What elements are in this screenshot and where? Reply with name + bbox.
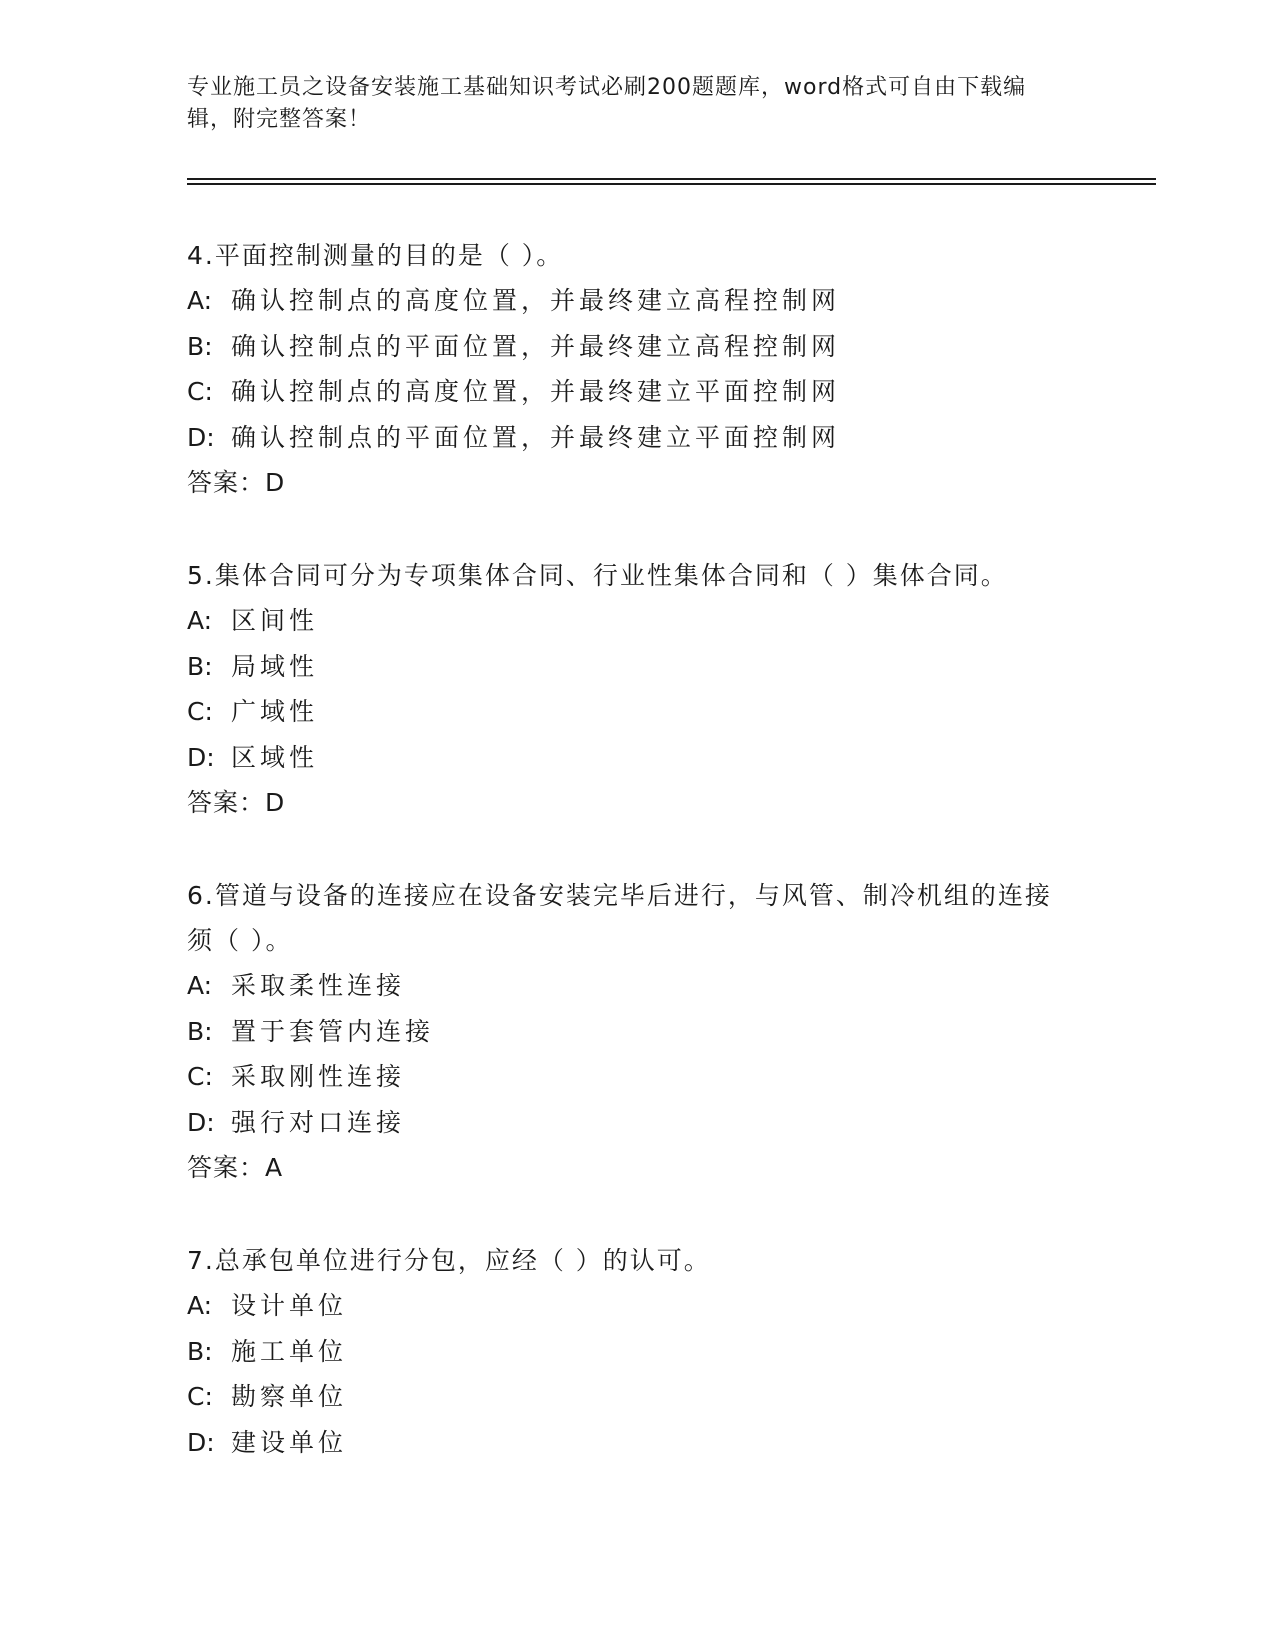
option-letter: D: xyxy=(187,742,215,772)
question-4 xyxy=(187,233,1067,505)
option-letter: B: xyxy=(187,1016,213,1046)
answer-label: 答案： xyxy=(187,1153,266,1182)
option-letter: B: xyxy=(187,651,213,681)
question-stem: 5.集体合同可分为专项集体合同、行业性集体合同和（ ）集体合同。 xyxy=(187,561,1008,590)
option-letter: D: xyxy=(187,422,215,452)
option-a xyxy=(187,963,1067,1009)
option-letter: A: xyxy=(187,606,213,635)
option-text: 确认控制点的高度位置，并最终建立高程控制网 xyxy=(231,286,841,315)
option-text: 确认控制点的高度位置，并最终建立平面控制网 xyxy=(231,377,841,406)
option-text: 建设单位 xyxy=(231,1427,348,1457)
header-rule-bottom xyxy=(187,183,1156,185)
option-text: 采取刚性连接 xyxy=(231,1062,406,1091)
option-d xyxy=(187,1420,1067,1466)
option-text: 局域性 xyxy=(231,651,319,681)
option-text: 设计单位 xyxy=(231,1291,348,1320)
answer-value: A xyxy=(265,1153,283,1182)
option-letter: B: xyxy=(187,1336,213,1366)
option-c xyxy=(187,1374,1067,1420)
question-stem: 4.平面控制测量的目的是（ ）。 xyxy=(187,241,564,270)
option-letter: C: xyxy=(187,1062,213,1091)
answer-label: 答案： xyxy=(187,788,266,817)
option-letter: A: xyxy=(187,286,213,315)
option-text: 确认控制点的平面位置，并最终建立高程控制网 xyxy=(231,331,841,361)
option-letter: C: xyxy=(187,1382,213,1411)
option-b xyxy=(187,1009,1067,1055)
option-text: 确认控制点的平面位置，并最终建立平面控制网 xyxy=(231,422,841,452)
option-c xyxy=(187,1054,1067,1100)
option-d xyxy=(187,1100,1067,1146)
option-text: 强行对口连接 xyxy=(231,1107,406,1137)
answer-line xyxy=(187,460,1067,505)
option-text: 置于套管内连接 xyxy=(231,1016,435,1046)
option-a xyxy=(187,278,1067,324)
answer-line xyxy=(187,780,1067,825)
question-stem: 6.管道与设备的连接应在设备安装完毕后进行，与风管、制冷机组的连接须（ ）。 xyxy=(187,881,1052,955)
option-text: 勘察单位 xyxy=(231,1382,348,1411)
answer-label: 答案： xyxy=(187,468,266,497)
option-c xyxy=(187,369,1067,415)
answer-value: D xyxy=(265,788,285,817)
option-letter: A: xyxy=(187,971,213,1000)
option-letter: C: xyxy=(187,377,213,406)
header-rule-top xyxy=(187,178,1156,180)
option-text: 区域性 xyxy=(231,742,319,772)
answer-value: D xyxy=(265,468,285,497)
option-letter: D: xyxy=(187,1427,215,1457)
option-letter: A: xyxy=(187,1291,213,1320)
option-letter: D: xyxy=(187,1107,215,1137)
option-text: 采取柔性连接 xyxy=(231,971,406,1000)
option-b xyxy=(187,644,1067,690)
option-d xyxy=(187,415,1067,461)
option-text: 施工单位 xyxy=(231,1336,348,1366)
option-text: 广域性 xyxy=(231,697,319,726)
option-a xyxy=(187,598,1067,644)
question-5 xyxy=(187,553,1067,825)
option-letter: C: xyxy=(187,697,213,726)
option-text: 区间性 xyxy=(231,606,319,635)
option-c xyxy=(187,689,1067,735)
option-b xyxy=(187,324,1067,370)
question-stem: 7.总承包单位进行分包，应经（ ）的认可。 xyxy=(187,1246,711,1275)
answer-line xyxy=(187,1145,1067,1190)
option-b xyxy=(187,1329,1067,1375)
question-7 xyxy=(187,1238,1067,1465)
option-a xyxy=(187,1283,1067,1329)
option-d xyxy=(187,735,1067,781)
question-6 xyxy=(187,873,1067,1190)
document-header: 专业施工员之设备安装施工基础知识考试必刷200题题库，word格式可自由下载编辑，附完整答案！ xyxy=(187,75,1027,132)
option-letter: B: xyxy=(187,331,213,361)
